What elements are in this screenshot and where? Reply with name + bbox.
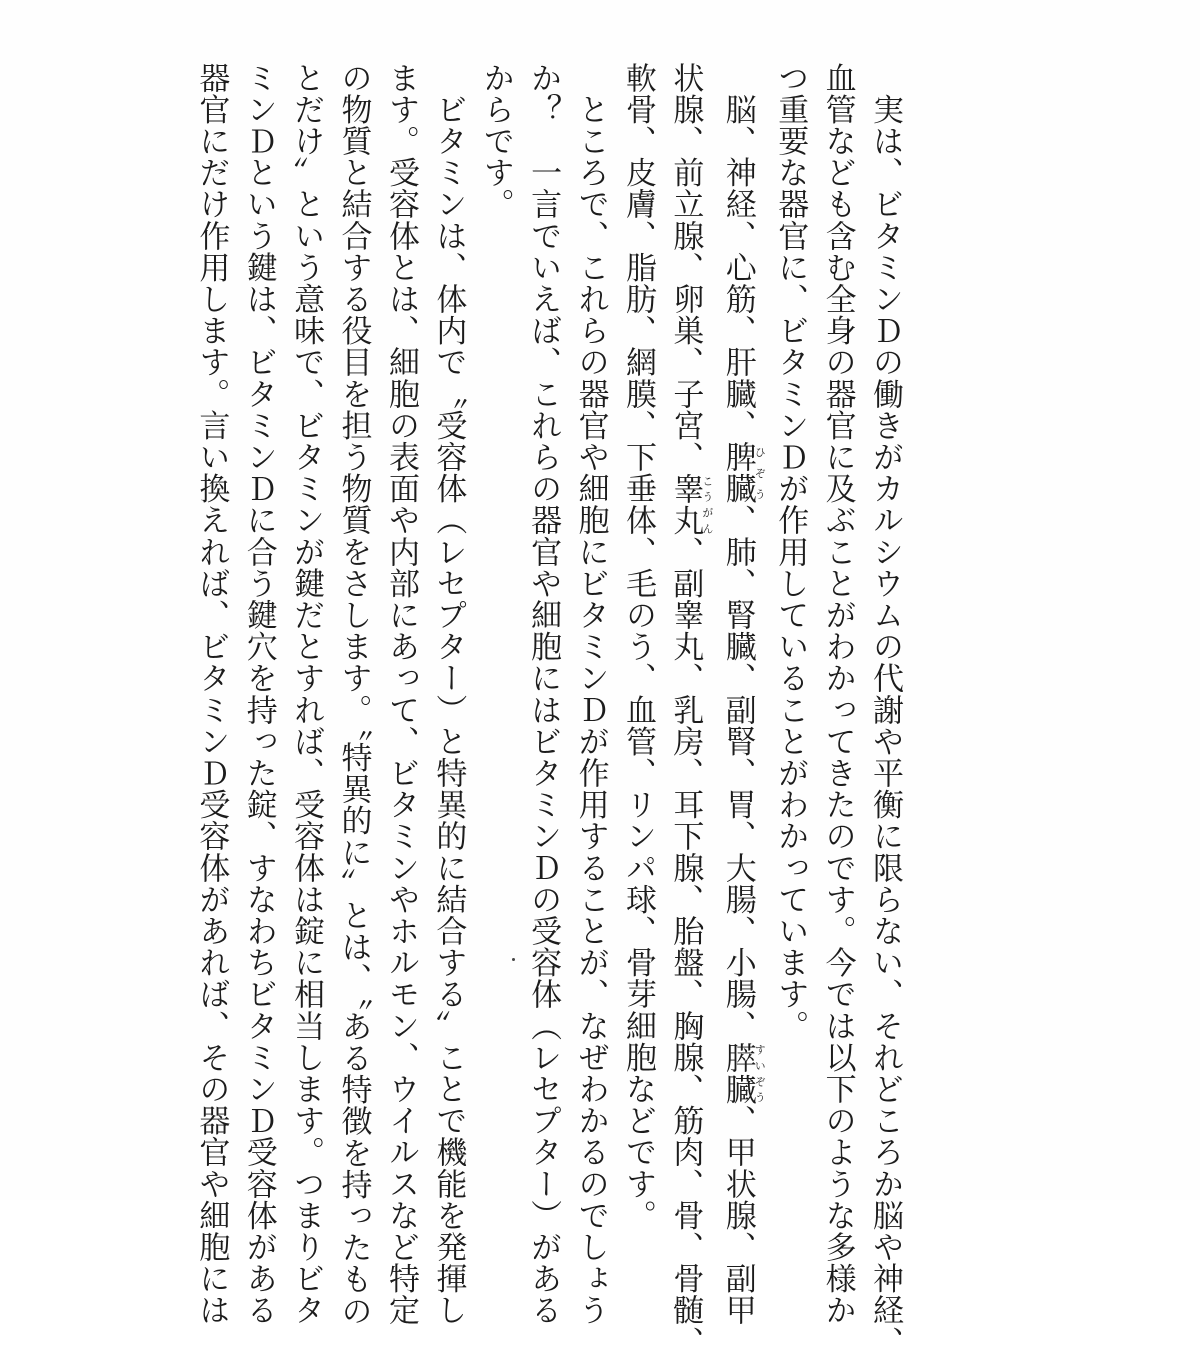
text-line-7: ところで、これらの器官や細胞にビタミンＤが作用することが、なぜわかるのでしょう bbox=[572, 62, 609, 1326]
text-line-14: ミンＤという鍵は、ビタミンＤに合う鍵穴を持った錠、すなわちビタミンＤ受容体がある bbox=[240, 62, 277, 1326]
text-line-2: 血管なども含む全身の器官に及ぶことがわかってきたのです。今では以下のような多様か bbox=[819, 62, 856, 1326]
text-line-4: 脳、神経、心筋、肝臓、脾臓ひぞう、肺、腎臓、副腎、胃、大腸、小腸、膵臓すいぞう、甲状腺、副甲 bbox=[719, 62, 767, 1327]
furigana-word: 脾臓ひぞう bbox=[719, 441, 767, 505]
vertical-text-body bbox=[187, 62, 908, 1358]
scan-speck bbox=[512, 958, 515, 961]
text-line-3: つ重要な器官に、ビタミンＤが作用していることがわかっています。 bbox=[772, 62, 809, 1042]
text-line-10: ビタミンは、体内で〝受容体（レセプター）と特異的に結合する〟ことで機能を発揮し bbox=[430, 62, 467, 1326]
text-line-13: とだけ〟という意味で、ビタミンが鍵だとすれば、受容体は錠に相当します。つまりビタ bbox=[288, 62, 325, 1326]
text-line-1: 実は、ビタミンＤの働きがカルシウムの代謝や平衡に限らない、それどころか脳や神経、 bbox=[867, 62, 903, 1358]
furigana-word: 膵臓すいぞう bbox=[719, 1041, 767, 1105]
text-line-11: ます。受容体とは、細胞の表面や内部にあって、ビタミンやホルモン、ウイルスなど特定 bbox=[382, 62, 419, 1326]
text-line-5: 状腺、前立腺、卵巣、子宮、睾丸こうがん、副睾丸、乳房、耳下腺、胎盤、胸腺、筋肉、骨、骨髄、 bbox=[667, 62, 714, 1358]
text-line-8: か？ 一言でいえば、これらの器官や細胞にはビタミンＤの受容体（レセプター）がある bbox=[525, 62, 562, 1326]
text-line-15: 器官にだけ作用します。言い換えれば、ビタミンＤ受容体があれば、その器官や細胞には bbox=[193, 62, 230, 1326]
furigana-word: 睾丸こうがん bbox=[667, 472, 714, 537]
text-line-6: 軟骨、皮膚、脂肪、網膜、下垂体、毛のう、血管、リンパ球、骨芽細胞などです。 bbox=[619, 62, 656, 1232]
text-line-9: からです。 bbox=[477, 62, 514, 220]
text-line-12: の物質と結合する役目を担う物質をさします。〝特異的に〟とは、〝ある特徴を持ったもの bbox=[335, 62, 372, 1327]
